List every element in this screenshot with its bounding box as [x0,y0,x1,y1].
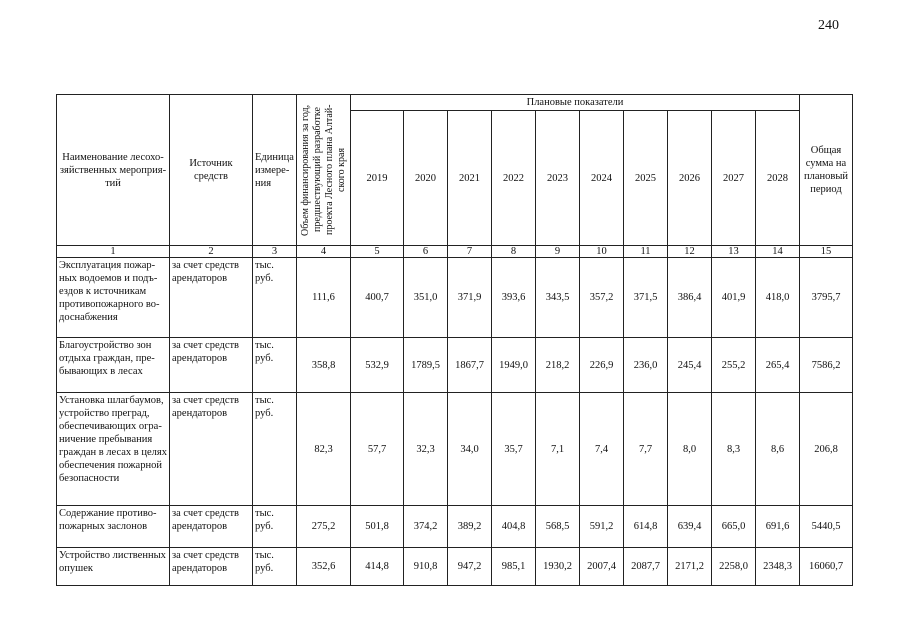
header-year: 2020 [404,111,448,246]
total-sum: 206,8 [800,393,853,506]
activity-name: Устройство лиственных опушек [57,548,170,586]
column-number: 14 [756,246,800,258]
year-value: 374,2 [404,506,448,548]
activity-name: Благоустройство зон отдыха граждан, пре-бывающих в лесах [57,338,170,393]
table-row [57,506,853,548]
header-total: Общая сумма на плановый период [800,95,853,246]
column-number: 2 [170,246,253,258]
year-value: 985,1 [492,548,536,586]
year-value: 371,9 [448,258,492,338]
year-value: 2348,3 [756,548,800,586]
unit: тыс. руб. [253,506,297,548]
previous-year-volume: 275,2 [297,506,351,548]
year-value: 32,3 [404,393,448,506]
page-number: 240 [818,18,839,33]
column-number: 12 [668,246,712,258]
year-value: 34,0 [448,393,492,506]
column-number: 3 [253,246,297,258]
year-value: 910,8 [404,548,448,586]
previous-year-volume: 82,3 [297,393,351,506]
year-value: 57,7 [351,393,404,506]
year-value: 2007,4 [580,548,624,586]
year-value: 1949,0 [492,338,536,393]
table-row [57,548,853,586]
unit: тыс. руб. [253,393,297,506]
year-value: 386,4 [668,258,712,338]
activity-name: Установка шлагбаумов, устройство преград, обеспечивающих огра-ничение пребывания граждан в лесах в целях обеспечения пожарной безопасности [57,393,170,506]
header-year: 2025 [624,111,668,246]
year-value: 7,7 [624,393,668,506]
column-number: 7 [448,246,492,258]
header-name: Наименование лесохо-зяйственных мероприя-тий [57,95,170,246]
column-number: 4 [297,246,351,258]
header-source: Источник средств [170,95,253,246]
year-value: 591,2 [580,506,624,548]
funding-source: за счет средств арендаторов [170,548,253,586]
header-year: 2026 [668,111,712,246]
header-year: 2019 [351,111,404,246]
funding-source: за счет средств арендаторов [170,393,253,506]
year-value: 947,2 [448,548,492,586]
year-value: 2087,7 [624,548,668,586]
year-value: 389,2 [448,506,492,548]
header-year: 2027 [712,111,756,246]
year-value: 1789,5 [404,338,448,393]
funding-source: за счет средств арендаторов [170,338,253,393]
column-number: 1 [57,246,170,258]
year-value: 401,9 [712,258,756,338]
previous-year-volume: 352,6 [297,548,351,586]
previous-year-volume: 358,8 [297,338,351,393]
year-value: 351,0 [404,258,448,338]
column-number: 13 [712,246,756,258]
year-value: 393,6 [492,258,536,338]
year-value: 8,0 [668,393,712,506]
header-planned: Плановые показатели [351,95,800,111]
year-value: 1867,7 [448,338,492,393]
year-value: 614,8 [624,506,668,548]
year-value: 404,8 [492,506,536,548]
year-value: 226,9 [580,338,624,393]
year-value: 7,4 [580,393,624,506]
column-number: 15 [800,246,853,258]
funding-source: за счет средств арендаторов [170,258,253,338]
year-value: 414,8 [351,548,404,586]
column-number: 10 [580,246,624,258]
header-unit: Единица измере-ния [253,95,297,246]
year-value: 400,7 [351,258,404,338]
year-value: 568,5 [536,506,580,548]
activity-name: Содержание противо-пожарных заслонов [57,506,170,548]
year-value: 255,2 [712,338,756,393]
table-row [57,393,853,506]
header-year: 2024 [580,111,624,246]
column-number: 8 [492,246,536,258]
unit: тыс. руб. [253,258,297,338]
table-row [57,338,853,393]
unit: тыс. руб. [253,548,297,586]
year-value: 501,8 [351,506,404,548]
total-sum: 5440,5 [800,506,853,548]
year-value: 2258,0 [712,548,756,586]
year-value: 639,4 [668,506,712,548]
column-number: 6 [404,246,448,258]
year-value: 35,7 [492,393,536,506]
year-value: 245,4 [668,338,712,393]
table-row [57,258,853,338]
header-year: 2023 [536,111,580,246]
year-value: 357,2 [580,258,624,338]
header-volume: Объем финансирования за год, предшествующий разработке проекта Лесного плана Алтай-ского края [297,95,351,246]
year-value: 532,9 [351,338,404,393]
year-value: 691,6 [756,506,800,548]
planned-indicators-table [56,94,853,586]
total-sum: 3795,7 [800,258,853,338]
year-value: 236,0 [624,338,668,393]
unit: тыс. руб. [253,338,297,393]
total-sum: 16060,7 [800,548,853,586]
year-value: 8,6 [756,393,800,506]
year-value: 1930,2 [536,548,580,586]
header-year: 2022 [492,111,536,246]
year-value: 418,0 [756,258,800,338]
funding-source: за счет средств арендаторов [170,506,253,548]
header-year: 2028 [756,111,800,246]
column-number: 5 [351,246,404,258]
year-value: 8,3 [712,393,756,506]
header-year: 2021 [448,111,492,246]
column-number: 9 [536,246,580,258]
total-sum: 7586,2 [800,338,853,393]
year-value: 218,2 [536,338,580,393]
year-value: 343,5 [536,258,580,338]
column-number: 11 [624,246,668,258]
year-value: 665,0 [712,506,756,548]
year-value: 265,4 [756,338,800,393]
year-value: 7,1 [536,393,580,506]
year-value: 371,5 [624,258,668,338]
activity-name: Эксплуатация пожар-ных водоемов и подъ-ездов к источникам противопожарного во-доснабжения [57,258,170,338]
year-value: 2171,2 [668,548,712,586]
previous-year-volume: 111,6 [297,258,351,338]
